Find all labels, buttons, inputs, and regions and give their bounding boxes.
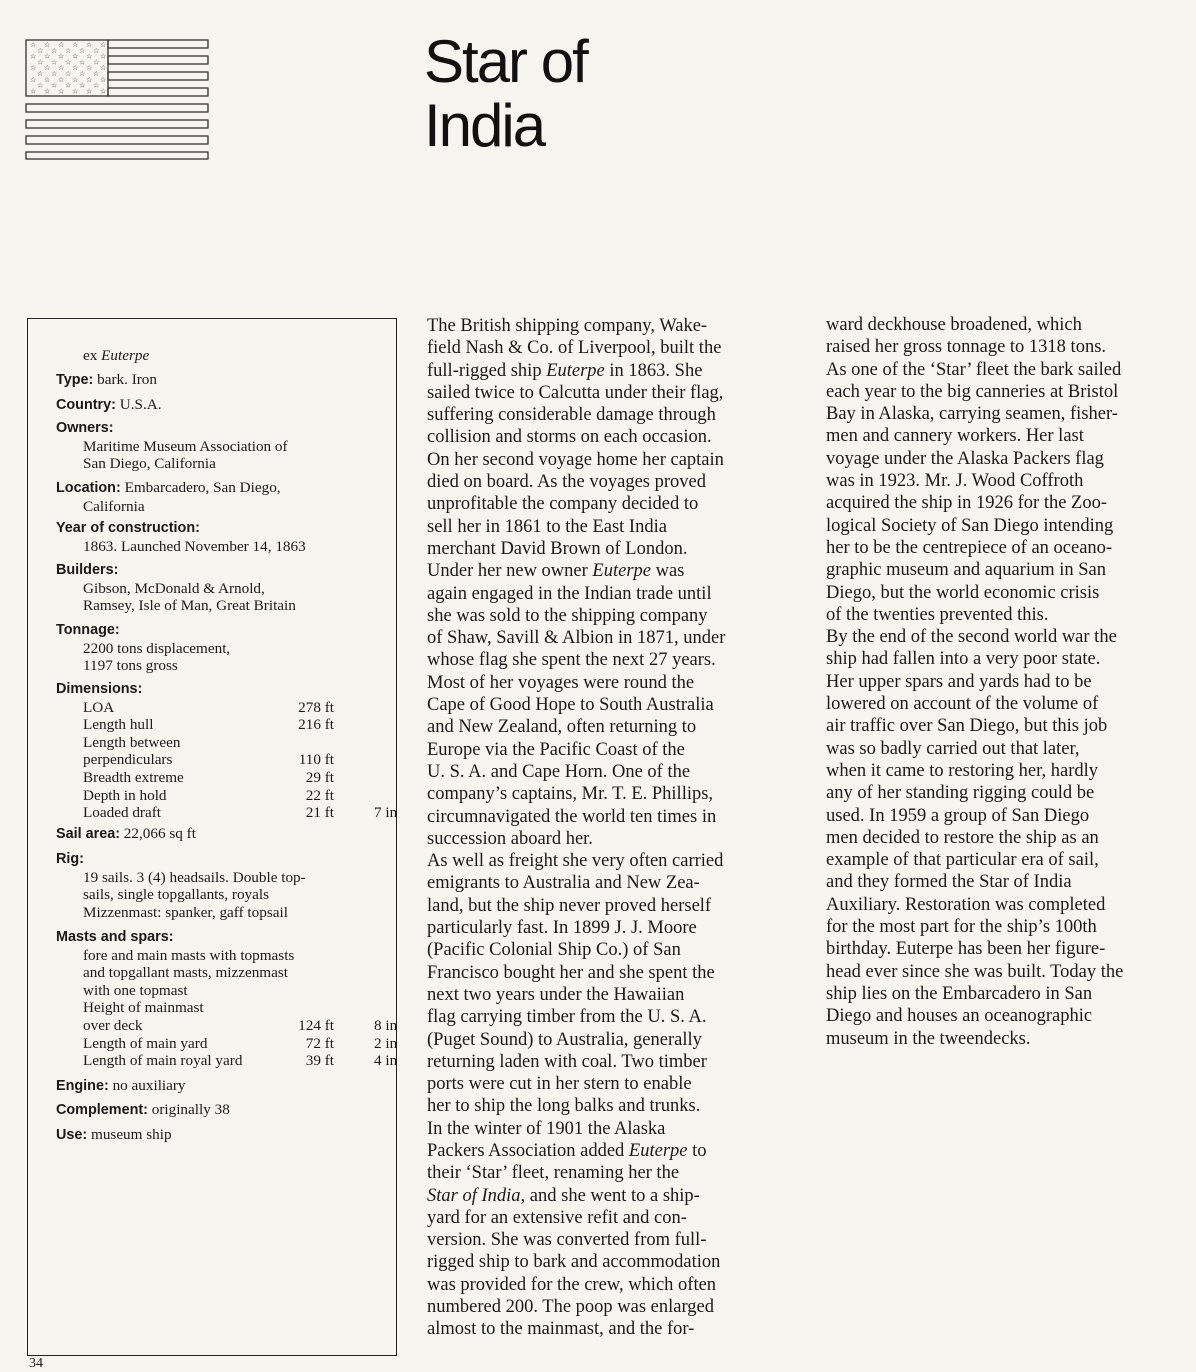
svg-text:☆: ☆ — [44, 87, 51, 96]
text-line: version. She was converted from full- — [427, 1230, 707, 1251]
text-line: their ‘Star’ fleet, renaming her the — [427, 1163, 680, 1184]
text-line: her to be the centrepiece of an oceano- — [826, 537, 1113, 558]
fact-builders: Builders: Gibson, McDonald & Arnold, Ramsey, Isle of Man, Great Britain — [56, 562, 296, 615]
text-line: ship had fallen into a very poor state. — [826, 649, 1101, 670]
body-text-column-1 — [427, 315, 725, 1341]
text-line: As one of the ‘Star’ fleet the bark sailed — [826, 359, 1122, 380]
svg-text:☆: ☆ — [51, 70, 58, 78]
fact-engine: Engine: no auxiliary — [56, 1077, 186, 1094]
dimension-row: Length hull 216 ft — [83, 716, 334, 734]
fact-country: Country: U.S.A. — [56, 396, 162, 413]
text-line: full-rigged ship Euterpe in 1863. She — [427, 360, 703, 381]
text-line: each year to the big canneries at Bristol — [826, 381, 1119, 402]
dimension-row: Length between — [83, 733, 181, 751]
text-line: field Nash & Co. of Liverpool, built the — [427, 338, 722, 359]
text-line: Cape of Good Hope to South Australia — [427, 695, 714, 716]
svg-text:☆: ☆ — [44, 64, 51, 73]
text-line: almost to the mainmast, and the for- — [427, 1319, 695, 1340]
text-line: (Puget Sound) to Australia, generally — [427, 1029, 702, 1050]
text-line: Star of India, and she went to a ship- — [427, 1185, 700, 1206]
svg-text:☆: ☆ — [72, 87, 79, 96]
text-line: was in 1923. Mr. J. Wood Coffroth — [826, 471, 1084, 492]
dimension-row: Length of main yard 72 ft 2 in — [83, 1034, 398, 1052]
fact-use: Use: museum ship — [56, 1126, 172, 1143]
title-line-1: Star of — [424, 28, 587, 95]
text-line: collision and storms on each occasion. — [427, 427, 712, 448]
text-line: returning laden with coal. Two timber — [427, 1051, 707, 1072]
text-line: died on board. As the voyages proved — [427, 472, 706, 493]
svg-text:☆: ☆ — [30, 64, 37, 73]
text-line: As well as freight she very often carried — [427, 851, 724, 872]
text-line: Her upper spars and yards had to be — [826, 671, 1092, 692]
dimension-row: perpendiculars 110 ft — [83, 751, 334, 769]
text-line: Bay in Alaska, carrying seamen, fisher- — [826, 404, 1118, 425]
svg-text:☆: ☆ — [37, 81, 44, 90]
text-line: was provided for the crew, which often — [427, 1274, 717, 1295]
fact-complement: Complement: originally 38 — [56, 1101, 230, 1118]
svg-text:☆: ☆ — [72, 64, 79, 73]
title-line-2: India — [424, 92, 545, 159]
svg-text:☆: ☆ — [51, 58, 58, 67]
svg-text:☆: ☆ — [44, 75, 51, 84]
dimension-row: Breadth extreme 29 ft — [83, 768, 334, 786]
text-line: raised her gross tonnage to 1318 tons. — [826, 337, 1107, 358]
svg-text:☆: ☆ — [86, 87, 93, 96]
text-line: her to ship the long balks and trunks. — [427, 1096, 701, 1117]
page-title — [424, 30, 587, 158]
text-line: she was sold to the shipping company — [427, 605, 708, 626]
text-line: head ever since she was built. Today the — [826, 961, 1124, 982]
dimension-row: Length of main royal yard 39 ft 4 in — [83, 1052, 398, 1070]
text-line: Europe via the Pacific Coast of the — [427, 739, 685, 760]
text-line: example of that particular era of sail, — [826, 850, 1099, 871]
svg-text:☆: ☆ — [44, 41, 51, 49]
svg-text:☆: ☆ — [79, 46, 86, 55]
text-line: On her second voyage home her captain — [427, 449, 724, 470]
text-line: was so badly carried out that later, — [826, 738, 1080, 759]
svg-text:☆: ☆ — [65, 58, 72, 67]
svg-text:☆: ☆ — [72, 41, 79, 49]
dimension-row: Loaded draft 21 ft 7 in — [83, 804, 398, 822]
svg-text:☆: ☆ — [93, 58, 100, 67]
text-line: By the end of the second world war the — [826, 627, 1117, 648]
svg-text:☆: ☆ — [37, 46, 44, 55]
fact-type: Type: bark. Iron — [56, 371, 157, 388]
text-line: birthday. Euterpe has been her figure- — [826, 939, 1106, 960]
svg-text:☆: ☆ — [65, 46, 72, 55]
fact-rig: Rig: 19 sails. 3 (4) headsails. Double top- sails, single topgallants, royals Mizzenmast: spanker, gaff topsail — [56, 851, 306, 921]
text-line: In the winter of 1901 the Alaska — [427, 1118, 666, 1139]
text-line: voyage under the Alaska Packers flag — [826, 448, 1104, 469]
fact-owners: Owners: Maritime Museum Association of San Diego, California — [56, 420, 288, 473]
svg-text:☆: ☆ — [100, 75, 107, 84]
dimension-row: LOA 278 ft — [83, 698, 334, 716]
text-line: graphic museum and aquarium in San — [826, 560, 1107, 581]
fact-year-of-construction: Year of construction: 1863. Launched November 14, 1863 — [56, 520, 306, 555]
text-line: of the twenties prevented this. — [826, 604, 1049, 625]
svg-text:☆: ☆ — [93, 81, 100, 90]
svg-text:☆: ☆ — [100, 52, 107, 61]
text-line: land, but the ship never proved herself — [427, 895, 712, 916]
dimension-row: Depth in hold 22 ft — [83, 786, 334, 804]
text-line: acquired the ship in 1926 for the Zoo- — [826, 493, 1108, 514]
svg-text:☆: ☆ — [100, 87, 107, 96]
svg-text:☆: ☆ — [58, 87, 65, 96]
text-line: Diego, but the world economic crisis — [826, 582, 1100, 603]
text-line: ports were cut in her stern to enable — [427, 1074, 692, 1095]
text-line: next two years under the Hawaiian — [427, 984, 685, 1005]
svg-text:☆: ☆ — [79, 58, 86, 67]
text-line: rigged ship to bark and accommodation — [427, 1252, 721, 1273]
text-line: company’s captains, Mr. T. E. Phillips, — [427, 784, 714, 805]
text-line: Diego and houses an oceanographic — [826, 1006, 1093, 1027]
svg-text:☆: ☆ — [100, 64, 107, 73]
fact-tonnage: Tonnage: 2200 tons displacement, 1197 tons gross — [56, 622, 231, 675]
text-line: again engaged in the Indian trade until — [427, 583, 712, 604]
fact-sail-area: Sail area: 22,066 sq ft — [56, 825, 196, 842]
text-line: Packers Association added Euterpe to — [427, 1140, 707, 1161]
fact-masts-and-spars: Masts and spars: fore and main masts with topmasts and topgallant masts, mizzenmast with one topmast Height of mainmast over deck 124 ft 8 in Length of main yard 72 ft 2 in Length of main royal yard 39 ft 4 in — [56, 929, 398, 1070]
svg-text:☆: ☆ — [58, 52, 65, 61]
fact-dimensions: Dimensions: LOA 278 ft Length hull 216 ft Length between perpendiculars 110 ft Breadth extreme 29 ft Depth in hold 22 ft Loaded draft 21 ft 7 in — [56, 681, 398, 822]
page-number: 34 — [29, 1356, 43, 1371]
text-line: merchant David Brown of London. — [427, 538, 688, 559]
svg-text:☆: ☆ — [65, 70, 72, 78]
svg-text:☆: ☆ — [86, 75, 93, 84]
svg-text:☆: ☆ — [37, 70, 44, 78]
text-line: and they formed the Star of India — [826, 872, 1072, 893]
text-line: yard for an extensive refit and con- — [427, 1207, 687, 1228]
text-line: Under her new owner Euterpe was — [427, 561, 685, 582]
fact-ex-name: ex Euterpe — [83, 347, 150, 364]
svg-text:☆: ☆ — [72, 52, 79, 61]
text-line: Auxiliary. Restoration was completed — [826, 894, 1106, 915]
text-line: used. In 1959 a group of San Diego — [826, 805, 1090, 826]
text-line: Most of her voyages were round the — [427, 672, 695, 693]
svg-text:☆: ☆ — [72, 75, 79, 84]
svg-text:☆: ☆ — [44, 52, 51, 61]
svg-text:☆: ☆ — [58, 64, 65, 73]
text-line: whose flag she spent the next 27 years. — [427, 650, 716, 671]
text-line: men and cannery workers. Her last — [826, 426, 1084, 447]
text-line: flag carrying timber from the U. S. A. — [427, 1007, 707, 1028]
text-line: and New Zealand, often returning to — [427, 717, 697, 738]
svg-text:☆: ☆ — [51, 46, 58, 55]
text-line: of Shaw, Savill & Albion in 1871, under — [427, 628, 726, 649]
svg-text:☆: ☆ — [30, 75, 37, 84]
text-line: The British shipping company, Wake- — [427, 316, 708, 336]
text-line: any of her standing rigging could be — [826, 783, 1095, 804]
svg-text:☆: ☆ — [58, 41, 65, 49]
svg-text:☆: ☆ — [58, 75, 65, 84]
text-line: circumnavigated the world ten times in — [427, 806, 717, 827]
svg-text:☆: ☆ — [65, 81, 72, 90]
svg-text:☆: ☆ — [93, 46, 100, 55]
text-line: emigrants to Australia and New Zea- — [427, 873, 700, 894]
text-line: ship lies on the Embarcadero in San — [826, 983, 1093, 1004]
svg-text:☆: ☆ — [79, 81, 86, 90]
dimension-row: over deck 124 ft 8 in — [83, 1016, 398, 1034]
svg-text:☆: ☆ — [86, 41, 93, 49]
text-line: U. S. A. and Cape Horn. One of the — [427, 761, 691, 782]
text-line: suffering considerable damage through — [427, 405, 716, 426]
svg-text:☆: ☆ — [37, 58, 44, 67]
text-line: numbered 200. The poop was enlarged — [427, 1297, 715, 1318]
text-line: sailed twice to Calcutta under their flag, — [427, 382, 724, 403]
fact-location: Location: Embarcadero, San Diego, California — [56, 479, 281, 515]
svg-text:☆: ☆ — [30, 87, 37, 96]
svg-text:☆: ☆ — [86, 52, 93, 61]
svg-text:☆: ☆ — [79, 70, 86, 78]
svg-text:☆: ☆ — [100, 41, 107, 49]
text-line: air traffic over San Diego, but this job — [826, 716, 1108, 737]
us-flag-icon — [24, 38, 210, 160]
text-line: lowered on account of the volume of — [826, 694, 1099, 715]
text-line: men decided to restore the ship as an — [826, 827, 1099, 848]
text-line: particularly fast. In 1899 J. J. Moore — [427, 918, 697, 939]
text-line: logical Society of San Diego intending — [826, 515, 1114, 536]
text-line: ward deckhouse broadened, which — [826, 315, 1082, 335]
text-line: (Pacific Colonial Ship Co.) of San — [427, 940, 681, 961]
body-text-column-2 — [826, 314, 1123, 1050]
text-line: succession aboard her. — [427, 828, 593, 849]
ship-fact-box — [27, 318, 397, 1356]
svg-text:☆: ☆ — [30, 52, 37, 61]
svg-text:☆: ☆ — [93, 70, 100, 78]
text-line: Francisco bought her and she spent the — [427, 962, 715, 983]
svg-text:☆: ☆ — [86, 64, 93, 73]
text-line: unprofitable the company decided to — [427, 494, 699, 515]
text-line: sell her in 1861 to the East India — [427, 516, 667, 537]
text-line: for the most part for the ship’s 100th — [826, 917, 1097, 938]
text-line: museum in the tweendecks. — [826, 1028, 1031, 1049]
svg-text:☆: ☆ — [30, 41, 37, 49]
text-line: when it came to restoring her, hardly — [826, 760, 1099, 781]
svg-text:☆: ☆ — [51, 81, 58, 90]
